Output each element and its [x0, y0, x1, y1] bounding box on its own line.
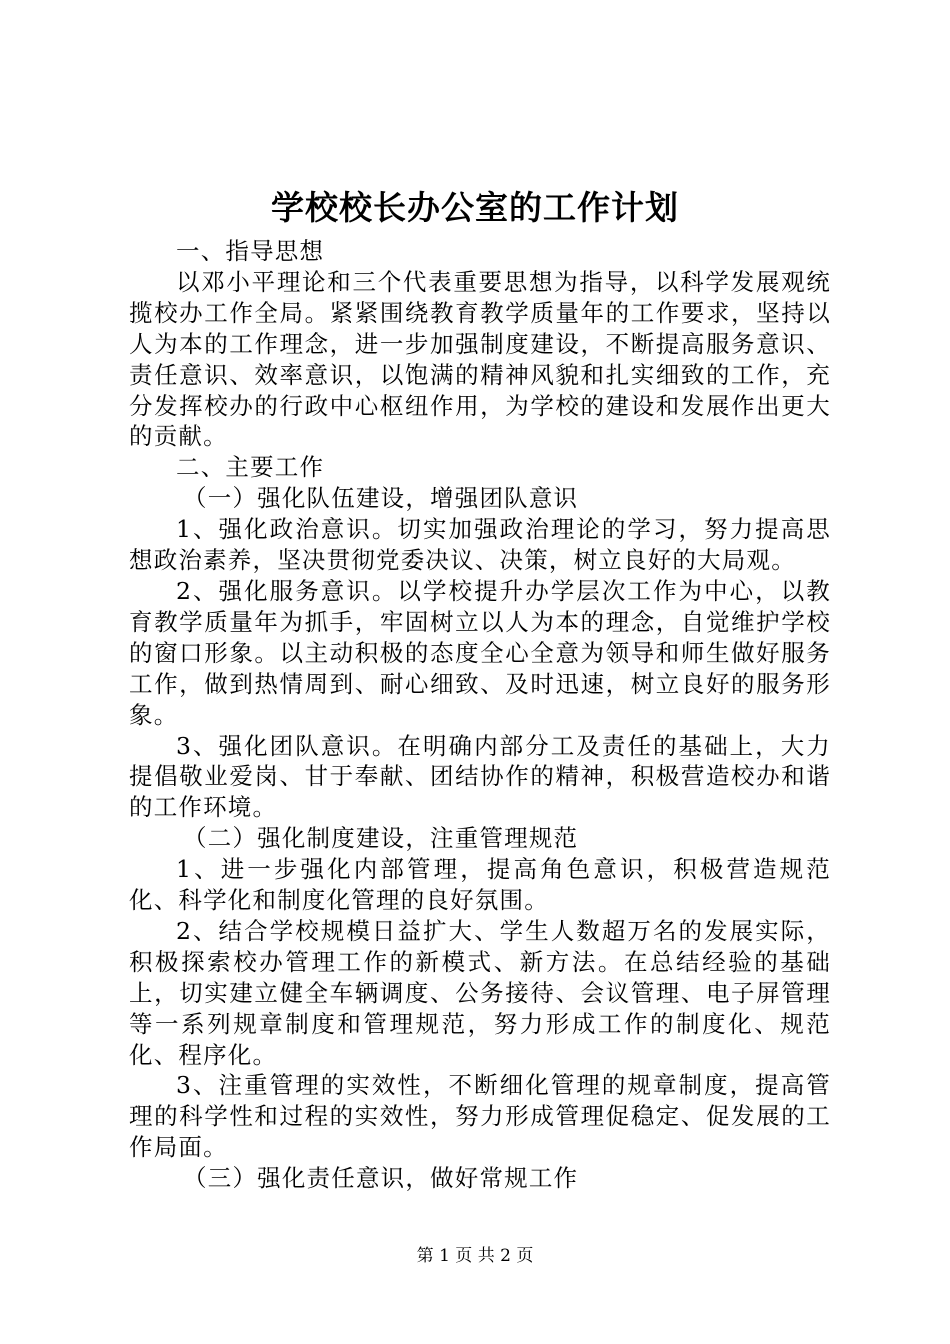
- document-body: [129, 236, 831, 1194]
- subsection-heading-responsibility: （三）强化责任意识，做好常规工作: [183, 1164, 579, 1193]
- paragraph-new-management-models: 2、结合学校规模日益扩大、学生人数超万名的发展实际，积极探索校办管理工作的新模式、新方法。在总结经验的基础上，切实建立健全车辆调度、公务接待、会议管理、电子屏管理等一系列规章制度和管理规范，努力形成工作的制度化、规范化、程序化。: [129, 916, 831, 1069]
- section-heading-guiding-thought: 一、指导思想: [176, 237, 325, 265]
- paragraph-service-awareness: 2、强化服务意识。以学校提升办学层次工作为中心，以教育教学质量年为抓手，牢固树立以人为本的理念，自觉维护学校的窗口形象。以主动积极的态度全心全意为领导和师生做好服务工作，做到热情周到、耐心细致、及时迅速，树立良好的服务形象。: [129, 576, 831, 729]
- document-title: 学校校长办公室的工作计划: [271, 188, 679, 227]
- page-footer: 第 1 页 共 2 页: [416, 1246, 534, 1266]
- paragraph-guiding-thought: 以邓小平理论和三个代表重要思想为指导，以科学发展观统揽校办工作全局。紧紧围绕教育教学质量年的工作要求，坚持以人为本的工作理念，进一步加强制度建设，不断提高服务意识、责任意识、效率意识，以饱满的精神风貌和扎实细致的工作，充分发挥校办的行政中心枢纽作用，为学校的建设和发展作出更大的贡献。: [129, 267, 831, 451]
- paragraph-political-awareness: 1、强化政治意识。切实加强政治理论的学习，努力提高思想政治素养，坚决贯彻党委决议、决策，树立良好的大局观。: [129, 515, 831, 575]
- section-heading-main-work: 二、主要工作: [176, 453, 325, 482]
- subsection-heading-team-building: （一）强化队伍建设，增强团队意识: [183, 484, 579, 513]
- paragraph-team-awareness: 3、强化团队意识。在明确内部分工及责任的基础上，大力提倡敬业爱岗、甘于奉献、团结协作的精神，积极营造校办和谐的工作环境。: [129, 731, 831, 822]
- paragraph-internal-management: 1、进一步强化内部管理，提高角色意识，积极营造规范化、科学化和制度化管理的良好氛围。: [129, 855, 831, 915]
- subsection-heading-system-building: （二）强化制度建设，注重管理规范: [183, 824, 579, 853]
- paragraph-management-effectiveness: 3、注重管理的实效性，不断细化管理的规章制度，提高管理的科学性和过程的实效性，努力形成管理促稳定、促发展的工作局面。: [129, 1071, 831, 1162]
